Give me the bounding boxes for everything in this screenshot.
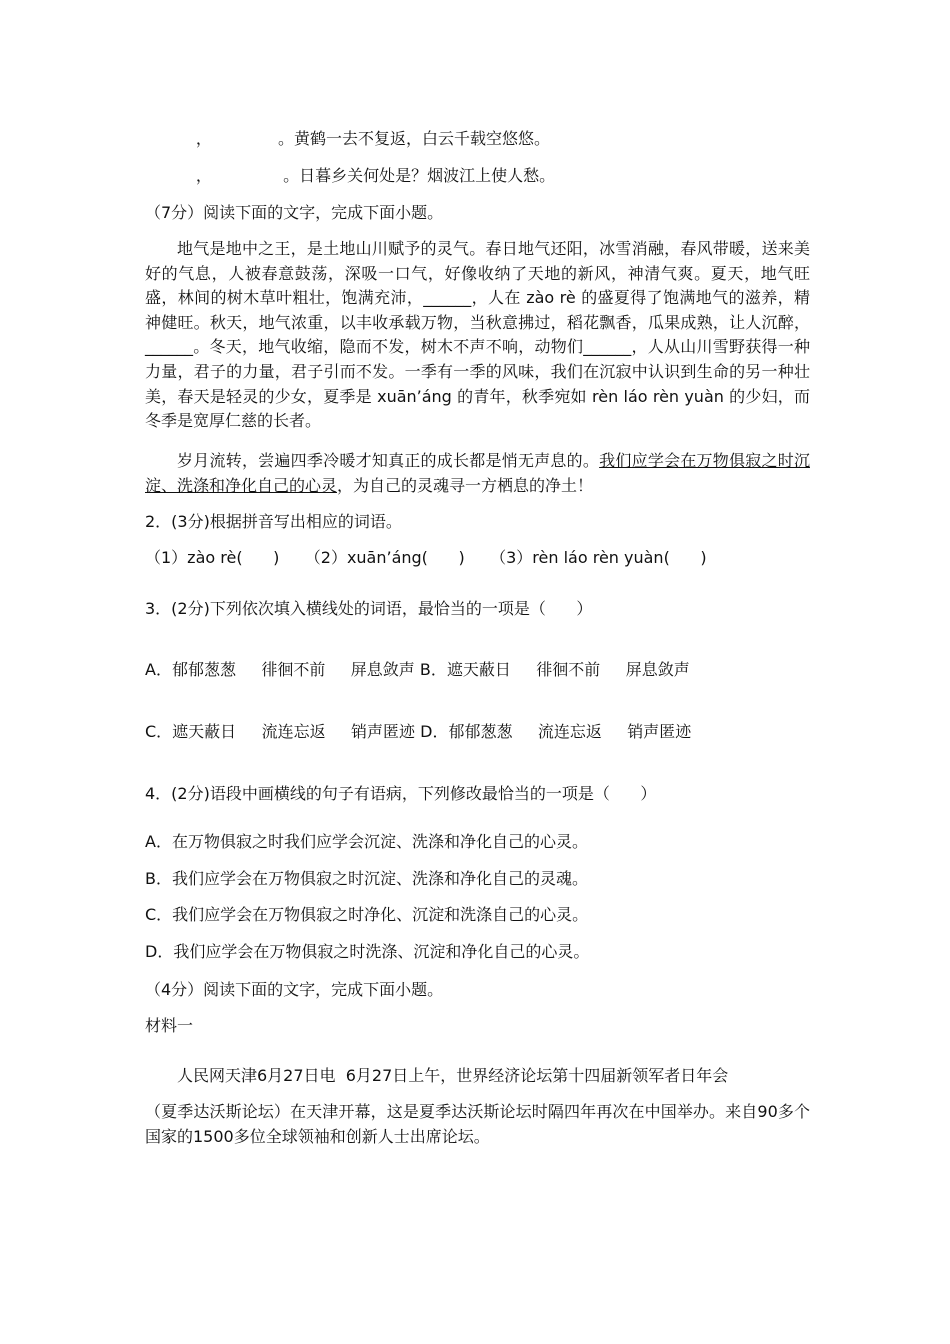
question-4-option-c: C．我们应学会在万物俱寂之时净化、沉淀和洗涤自己的心灵。 xyxy=(145,905,589,924)
material-label: 材料一 xyxy=(145,1016,194,1035)
question-4-option-b: B．我们应学会在万物俱寂之时沉淀、洗涤和净化自己的灵魂。 xyxy=(145,869,588,888)
poem-line-1: ， 。黄鹤一去不复返，白云千载空悠悠。 xyxy=(145,129,550,148)
material-paragraph-line-1: 人民网天津6月27日电 6月27日上午，世界经济论坛第十四届新领军者日年会 xyxy=(177,1066,729,1085)
question-3-options-row-2: C．遮天蔽日 流连忘返 销声匿迹 D．郁郁葱葱 流连忘返 销声匿迹 xyxy=(145,722,692,741)
question-2-items: （1）zào rè( ) （2）xuān’áng( ) （3）rèn láo rèn yuàn( ) xyxy=(145,548,707,567)
question-4-stem: 4．(2分)语段中画横线的句子有语病，下列修改最恰当的一项是（ ） xyxy=(145,784,657,803)
question-3-stem: 3．(2分)下列依次填入横线处的词语，最恰当的一项是（ ） xyxy=(145,599,593,618)
passage-paragraph-2 xyxy=(145,449,810,498)
question-3-options-row-1: A．郁郁葱葱 徘徊不前 屏息敛声 B．遮天蔽日 徘徊不前 屏息敛声 xyxy=(145,660,690,679)
material-paragraph-rest: （夏季达沃斯论坛）在天津开幕，这是夏季达沃斯论坛时隔四年再次在中国举办。来自90多个国家的1500多位全球领袖和创新人士出席论坛。 xyxy=(145,1102,810,1146)
question-4-option-a: A．在万物俱寂之时我们应学会沉淀、洗涤和净化自己的心灵。 xyxy=(145,832,588,851)
question-2-stem: 2．(3分)根据拼音写出相应的词语。 xyxy=(145,512,402,531)
paragraph-2-tail: ，为自己的灵魂寻一方栖息的净土！ xyxy=(337,475,594,495)
section-1-header: （7分）阅读下面的文字，完成下面小题。 xyxy=(145,203,444,222)
passage-paragraph-1: 地气是地中之王，是土地山川赋予的灵气。春日地气还阳，冰雪消融，春风带暖，送来美好的气息，人被春意鼓荡，深吸一口气，好像收纳了天地的新风，神清气爽。夏天，地气旺盛，林间的树木草叶粗壮，饱满充沛，______，人在 zào rè 的盛夏得了饱满地气的滋养，精神健旺。秋天，地气浓重，以丰收承载万物，当秋意拂过，稻花飘香，瓜果成熟，让人沉醉，______。冬天，地气收缩，隐而不发，树木不声不响，动物们______，人从山川雪野获得一种力量，君子的力量，君子引而不发。一季有一季的风味，我们在沉寂中认识到生命的另一种壮美，春天是轻灵的少女，夏季是 xuān’áng 的青年，秋季宛如 rèn láo rèn yuàn 的少妇，而冬季是宽厚仁慈的长者。 xyxy=(145,239,810,431)
paragraph-2-lead: 岁月流转，尝遍四季冷暖才知真正的成长都是悄无声息的。 xyxy=(177,451,600,470)
underlined-sentence: 我们应学会在万物俱寂之时沉淀、洗涤和净化自己的心灵 xyxy=(145,451,810,495)
question-4-option-d: D．我们应学会在万物俱寂之时洗涤、沉淀和净化自己的心灵。 xyxy=(145,942,590,961)
section-2-header: （4分）阅读下面的文字，完成下面小题。 xyxy=(145,980,444,999)
poem-line-2: ， 。日暮乡关何处是？烟波江上使人愁。 xyxy=(145,166,556,185)
